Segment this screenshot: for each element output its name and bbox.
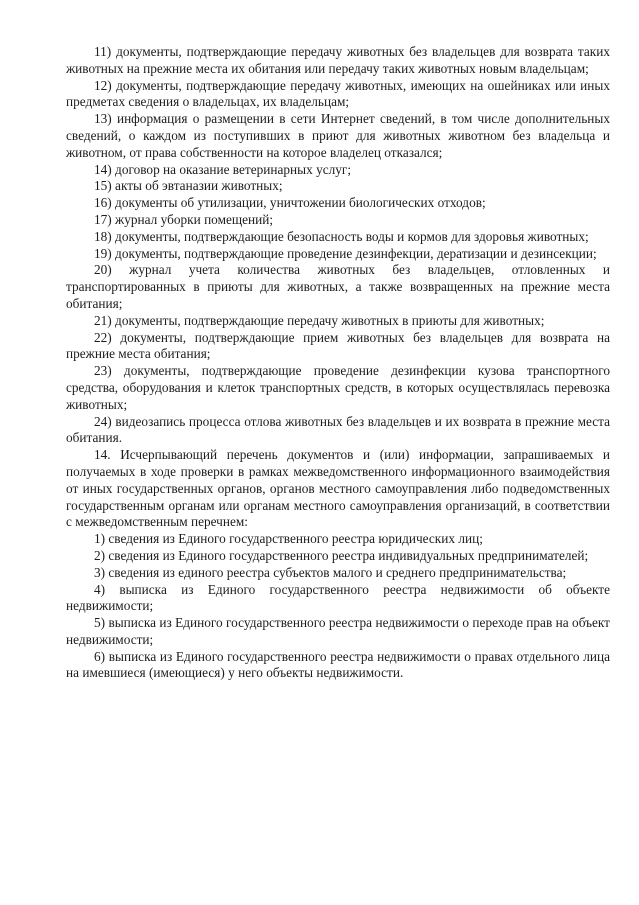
paragraph-item-24: 24) видеозапись процесса отлова животных без владельцев и их возврата в прежние места обитания. xyxy=(66,413,610,446)
paragraph-item-19: 19) документы, подтверждающие проведение дезинфекции, дератизации и дезинсекции; xyxy=(94,245,597,261)
section-14-intro: 14. Исчерпывающий перечень документов и (или) информации, запрашиваемых и получаемых в ходе проверки в рамках межведомственного информационного взаимодействия от иных государственных органов, органов местного самоуправления либо подведомственных государственным органам или органам местного самоуправления организаций, в соответствии с межведомственным перечнем: xyxy=(66,447,610,530)
paragraph-item-21: 21) документы, подтверждающие передачу животных в приюты для животных; xyxy=(94,312,545,328)
paragraph-subitem-6: 6) выписка из Единого государственного реестра недвижимости о правах отдельного лица на имевшиеся (имеющиеся) у него объекты недвижимости. xyxy=(66,648,610,681)
paragraph-item-14: 14) договор на оказание ветеринарных услуг; xyxy=(94,161,352,177)
paragraph-item-12: 12) документы, подтверждающие передачу животных, имеющих на ошейниках или иных предметах сведения о владельцах, их владельцам; xyxy=(66,77,610,110)
paragraph-subitem-1: 1) сведения из Единого государственного реестра юридических лиц; xyxy=(94,531,483,547)
paragraph-subitem-2: 2) сведения из Единого государственного реестра индивидуальных предпринимателей; xyxy=(94,547,589,563)
paragraph-subitem-4: 4) выписка из Единого государственного реестра недвижимости об объекте недвижимости; xyxy=(66,581,610,614)
paragraph-item-23: 23) документы, подтверждающие проведение дезинфекции кузова транспортного средства, оборудования и клеток транспортных средств, в которых осуществлялась перевозка животных; xyxy=(66,363,610,412)
paragraph-item-18: 18) документы, подтверждающие безопасность воды и кормов для здоровья животных; xyxy=(94,228,589,244)
paragraph-item-22: 22) документы, подтверждающие прием животных без владельцев для возврата на прежние места обитания; xyxy=(66,329,610,362)
paragraph-item-13: 13) информация о размещении в сети Интернет сведений, в том числе дополнительных сведений, о каждом из поступивших в приют для животных животном без владельца и животном, от права собственности на которое владелец отказался; xyxy=(66,111,610,160)
paragraph-item-20: 20) журнал учета количества животных без владельцев, отловленных и транспортированных в приюты для животных, а также возвращенных на прежние места обитания; xyxy=(66,262,610,311)
paragraph-item-17: 17) журнал уборки помещений; xyxy=(94,211,274,227)
document-body xyxy=(66,44,610,682)
paragraph-subitem-5: 5) выписка из Единого государственного реестра недвижимости о переходе прав на объект недвижимости; xyxy=(66,615,610,647)
paragraph-item-11: 11) документы, подтверждающие передачу животных без владельцев для возврата таких животных на прежние места их обитания или передачу таких животных новым владельцам; xyxy=(66,44,610,76)
paragraph-item-15: 15) акты об эвтаназии животных; xyxy=(94,178,283,194)
paragraph-item-16: 16) документы об утилизации, уничтожении биологических отходов; xyxy=(94,195,486,211)
paragraph-subitem-3: 3) сведения из единого реестра субъектов малого и среднего предпринимательства; xyxy=(94,564,567,580)
